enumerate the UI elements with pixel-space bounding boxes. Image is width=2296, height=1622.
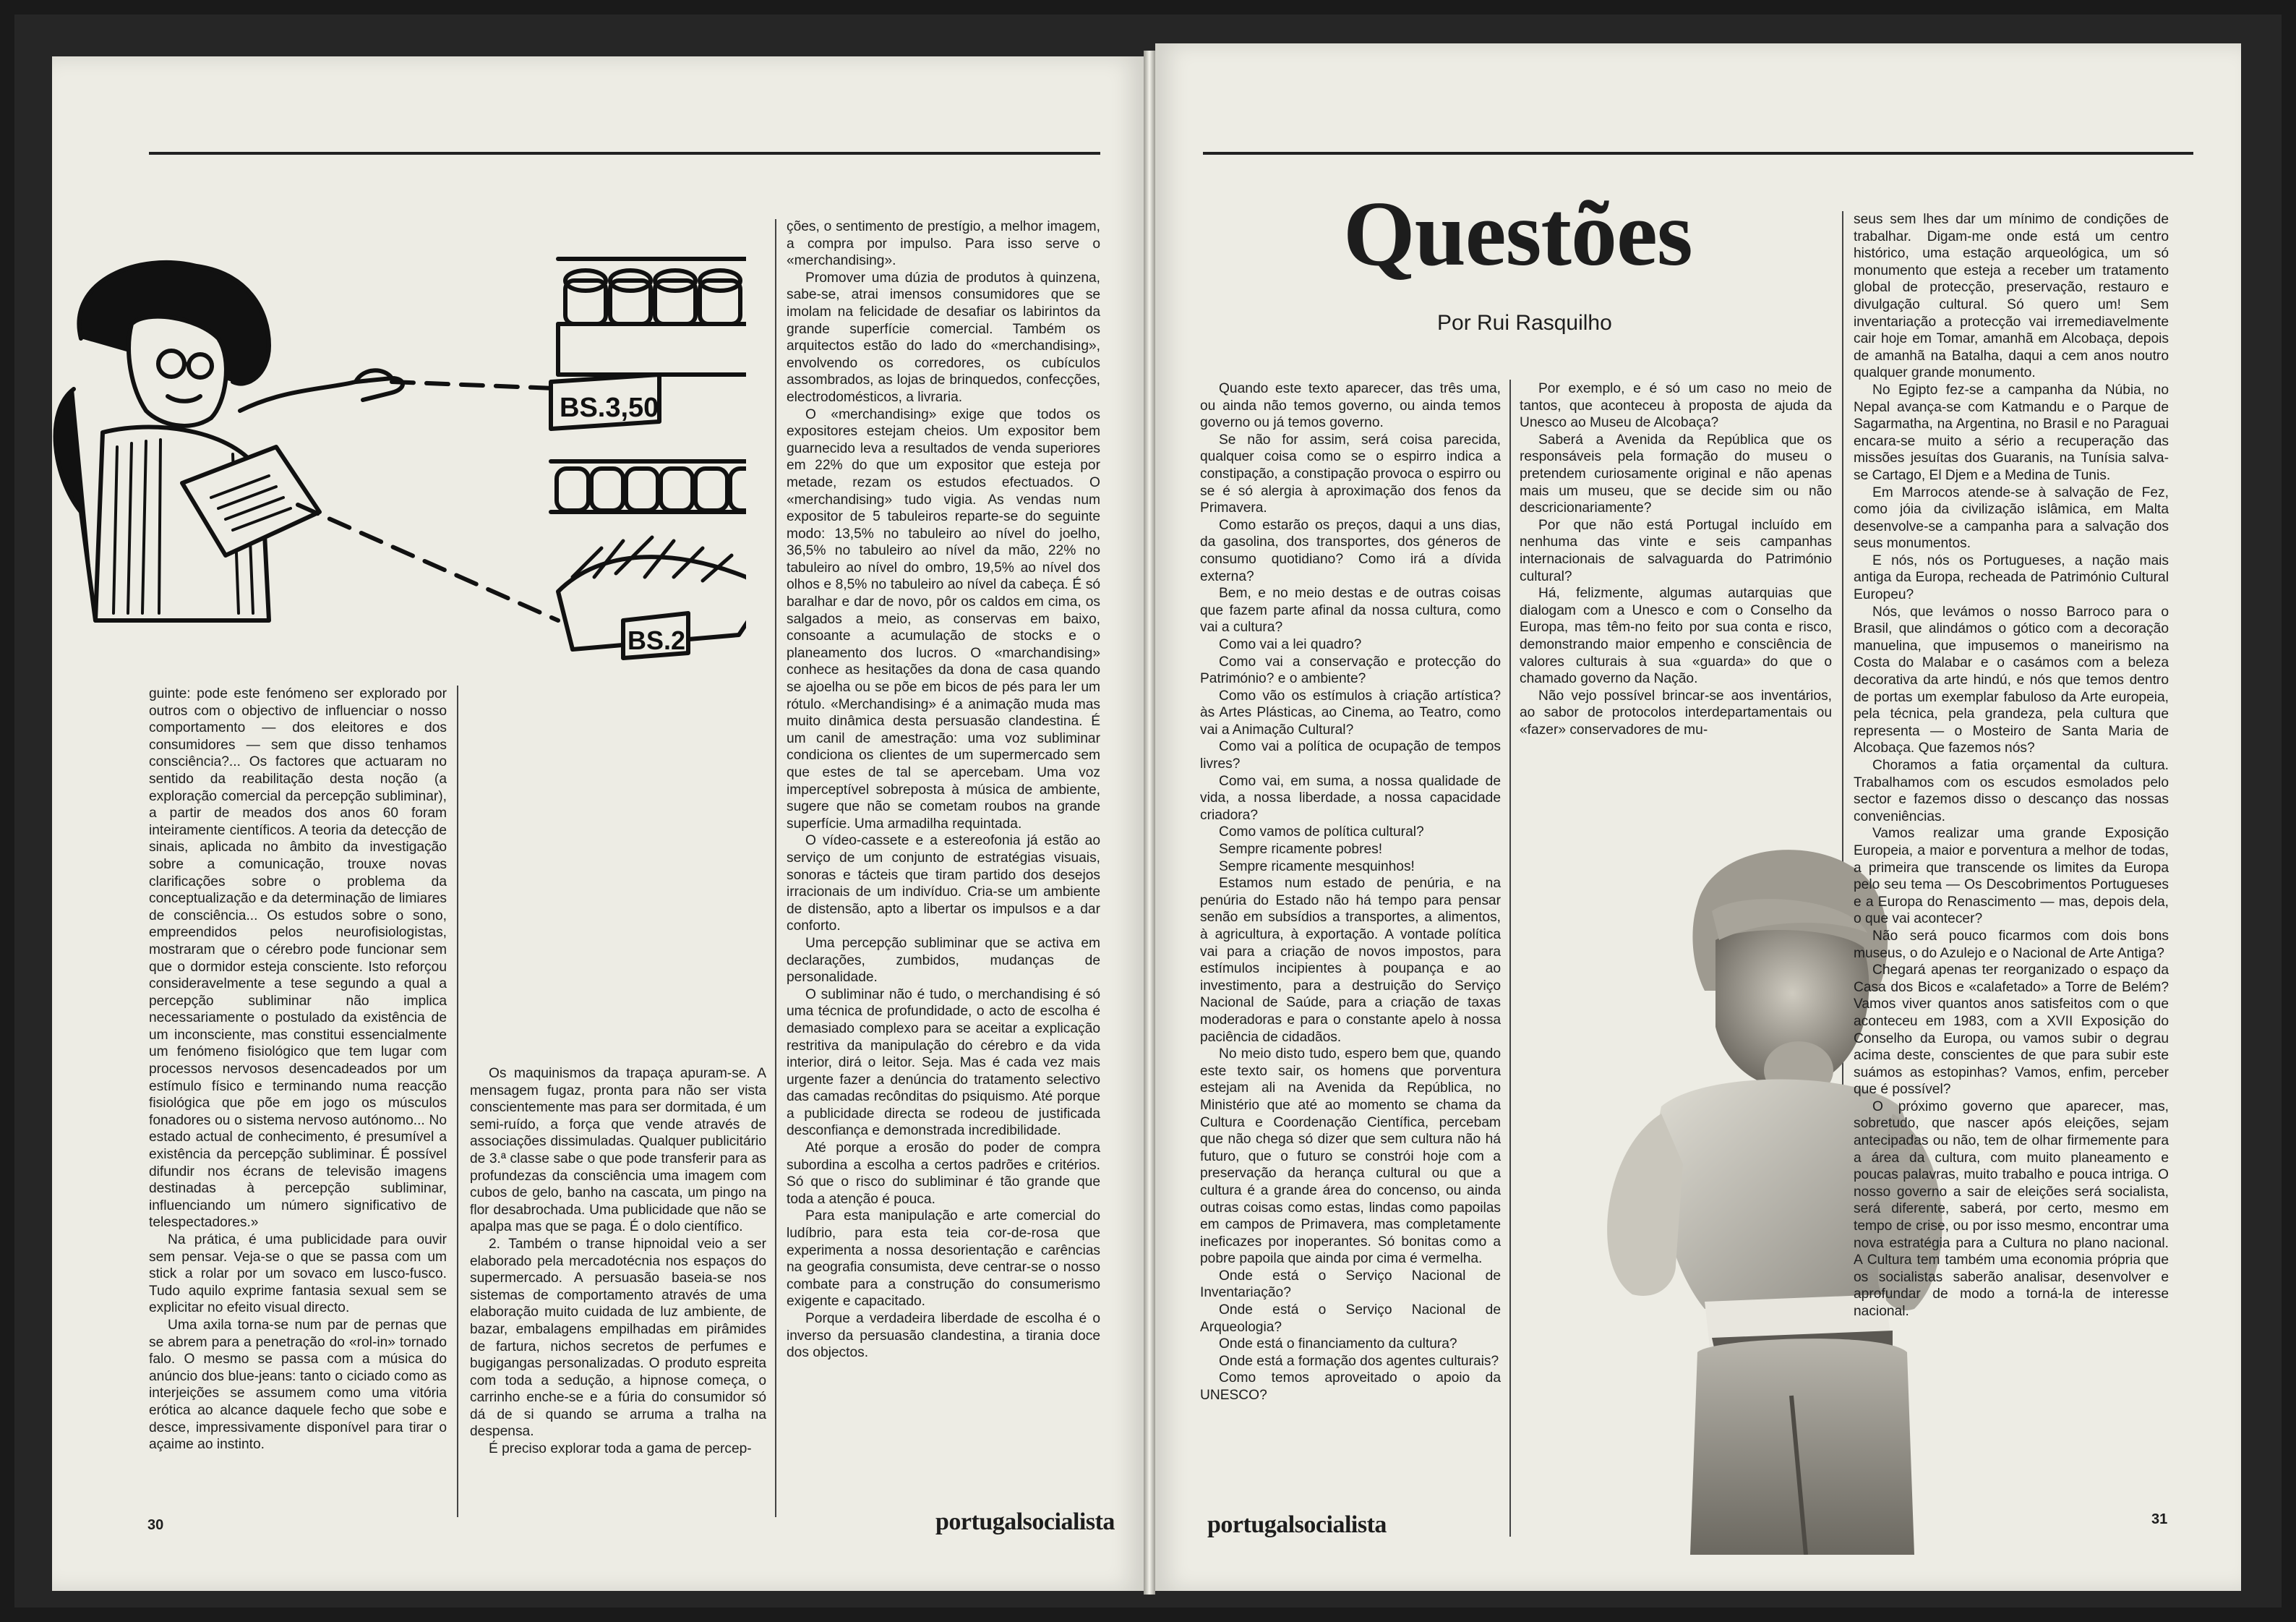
- paragraph: Sempre ricamente mesquinhos!: [1219, 858, 1415, 874]
- paragraph: No meio disto tudo, espero bem que, quando este texto sair, os homens que porventura estejam ali na Avenida da República, no Ministério que até ao momento se chama da Cultura e Coordenação Científica, percebam que não chega só dizer que sem cultura não há futuro, que o futuro se constrói hoje com a preservação da herança cultural ou que a cultura é a grande área do concenso, ou ainda outras coisas como estas, lindas como papoilas em campos de Primavera, mas completamente ineficazes por inoperantes. Só bonitas como a pobre papoila que ainda por cima é vermelha.: [1200, 1046, 1501, 1267]
- right-page: [1155, 43, 2241, 1591]
- paragraph: Onde está o financiamento da cultura?: [1219, 1336, 1457, 1352]
- paragraph: 2. Também o transe hipnoidal veio a ser elaborado pela mercadotécnia nos espaços do supermercado. A persuasão baseia-se nos sistemas de comportamento através de uma elaboração muito cuidada de luz ambiente, de bazar, embalagens empilhadas em pirâmides de fartura, nichos secretos de perfumes e bugigangas personalizadas. O produto espreita com toda a sedução, a hipnose começa, o carrinho enche-se e a fúria do consumidor só dá de si quando se arruma a tralha na despensa.: [470, 1236, 766, 1440]
- paragraph: Como estarão os preços, daqui a uns dias, da gasolina, dos transportes, dos géneros de consumo quotidiano? Como irá a dívida externa?: [1200, 517, 1501, 584]
- column-divider: [457, 686, 458, 1517]
- magazine-logo: portugalsocialista: [1207, 1511, 1387, 1538]
- right-col-3: [1854, 211, 2169, 1320]
- paragraph: Na prática, é uma publicidade para ouvir sem pensar. Veja-se o que se passa com um stick a rolar por um sovaco em lusco-fusco. Tudo aquilo exprime fantasia sexual sem se explicitar no efeito visual directo.: [149, 1232, 447, 1316]
- paragraph: O «merchandising» exige que todos os expositores estejam cheios. Um expositor bem guarnecido leva a resultados de venda superiores em 22% do que um expositor que esteja por metade, rezam os estudos efectuados. O «merchandising» tudo vigia. As vendas num expositor de 5 tabuleiros reparte-se do seguinte modo: 13,5% no tabuleiro ao nível do joelho, 36,5% no tabuleiro ao nível da mão, 22% no tabuleiro ao nível do ombro, 19,5% ao nível dos olhos e 8,5% no tabuleiro ao nível da cabeça. É só baralhar e dar de novo, pôr os caldos em cima, os salgados a meio, as conservas em baixo, consoante a acumulação de stocks e o planeamento dos lucros. O «marchandising» conhece as hesitações da dona de casa quando se ajoelha ou se põe em bicos de pés para ler um rótulo. «Merchandising» é a animação muda mas muito dinâmica desta persuasão clandestina. É um canil de amestração: uma voz subliminar condiciona os clientes de um supermercado sem que estes de tal se apercebam. Uma voz imperceptível sobreposta à música de ambiente, sugere que não se cometam roubos na grande superfície. Uma armadilha requintada.: [787, 406, 1100, 832]
- paragraph: Como vai a política de ocupação de tempos livres?: [1200, 739, 1501, 772]
- paragraph: Sempre ricamente pobres!: [1219, 842, 1383, 858]
- paragraph: Como vai a conservação e protecção do Património? e o ambiente?: [1200, 654, 1501, 687]
- merchandising-illustration: [52, 172, 746, 722]
- paragraph: Os maquinismos da trapaça apuram-se. A mensagem fugaz, pronta para não ser vista conscientemente mas para ser dormitada, é um semi-ruído, a força que vende através de associações dissimuladas. Qualquer publicitário de 3.ª classe sabe o que pode transferir para as profundezas da consciência uma imagem com cubos de gelo, banho na cascata, um pingo na flor desabrochada. Uma publicidade que não se apalpa mas que se paga. É o dolo científico.: [470, 1066, 766, 1235]
- paragraph: Não vejo possível brincar-se aos inventários, ao sabor de protocolos interdepartamentais ou «fazer» conservadores de mu-: [1520, 688, 1832, 738]
- left-col-1: [149, 686, 447, 1454]
- paragraph: Não será pouco ficarmos com dois bons museus, o do Azulejo e o Nacional de Arte Antiga?: [1854, 928, 2169, 961]
- paragraph: Por que não está Portugal incluído em nenhuma das vinte e seis campanhas internacionais de salvaguarda do Património cultural?: [1520, 517, 1832, 584]
- magazine-logo: portugalsocialista: [935, 1508, 1115, 1535]
- page-gutter: [1144, 51, 1155, 1595]
- paragraph: Onde está o Serviço Nacional de Inventariação?: [1200, 1268, 1501, 1301]
- top-rule: [1203, 152, 2193, 155]
- paragraph: seus sem lhes dar um mínimo de condições de trabalhar. Digam-me onde está um centro histórico, uma estação arqueológica, um só monumento que esteja a receber um tratamento global de protecção, preservação, restauro e divulgação cultural. Só quero um! Sem inventariação a protecção vai irremediavelmente cair hoje em Tomar, amanhã em Alcobaça, depois de amanhã na Batalha, daqui a cem anos noutro qualquer grande monumento.: [1854, 212, 2169, 381]
- right-col-2: [1520, 380, 1832, 738]
- paragraph: Para esta manipulação e arte comercial do ludíbrio, para esta teia cor-de-rosa que experimenta a nossa desorientação e carências na geografia consumista, deve centrar-se o nosso combate para a construção do consumerismo exigente e capacitado.: [787, 1208, 1100, 1310]
- paragraph: Onde está a formação dos agentes culturais?: [1219, 1353, 1499, 1369]
- paragraph: No Egipto fez-se a campanha da Núbia, no Nepal avança-se com Katmandu e o Parque de Sagarmatha, na Argentina, no Brasil e no Paraguai encara-se muito a sério a recuperação das missões jesuítas dos Guaranis, na Tunísia salva-se Cartago, El Djem e a Medina de Tunis.: [1854, 382, 2169, 483]
- paragraph: Se não for assim, será coisa parecida, qualquer coisa como se o espirro indica a constipação, a constipação provoca o espirro ou se é só alergia à aproximação dos fenos da Primavera.: [1200, 432, 1501, 516]
- page-number: 30: [147, 1517, 164, 1533]
- paragraph: Saberá a Avenida da República que os responsáveis pela formação do museu o pretendem curiosamente original e não apenas mais um museu, que se decide sim ou não descricionariamente?: [1520, 432, 1832, 516]
- paragraph: Vamos realizar uma grande Exposição Europeia, a maior e porventura a melhor de todas, a primeira que transcende os limites da Europa pelo seu tema — Os Descobrimentos Portugueses e a Europa do Renascimento — mas, depois dela, o que vai acontecer?: [1854, 826, 2169, 927]
- paragraph: Como vamos de política cultural?: [1219, 824, 1424, 840]
- paragraph: Estamos num estado de penúria, e na penúria do Estado não há tempo para pensar senão em subsídios a transportes, a alimentos, à agricultura, à exportação. A vontade política vai para a criação de novos impostos, para estímulos incipientes à poupança e ao investimento, para a destruição do Serviço Nacional de Saúde, para a criação de taxas moderadoras e para o constante apelo à nossa paciência de cidadãos.: [1200, 876, 1501, 1045]
- paragraph: Choramos a fatia orçamental da cultura. Trabalhamos com os escudos esmolados pelo sector e fazemos disso o descanço das nossas conveniências.: [1854, 758, 2169, 824]
- paragraph: Porque a verdadeira liberdade de escolha é o inverso da persuasão clandestina, a tirania doce dos objectos.: [787, 1311, 1100, 1361]
- paragraph: Como vai a lei quadro?: [1219, 636, 1362, 652]
- article-byline: Por Rui Rasquilho: [1437, 311, 1612, 335]
- left-page: [52, 56, 1144, 1591]
- paragraph: Uma axila torna-se num par de pernas que se abrem para a penetração do «rol-in» tornado falo. O mesmo se passa com a música do anúncio dos blue-jeans: tanto o ciciado como as interjeições se assumem como uma vitória erótica ao alcance daquele fecho que sobe e desce, impressivamente disponível para tirar o açaime ao instinto.: [149, 1317, 447, 1453]
- column-divider: [775, 219, 776, 1517]
- paragraph: Onde está o Serviço Nacional de Arqueologia?: [1200, 1302, 1501, 1335]
- paragraph: Promover uma dúzia de produtos à quinzena, sabe-se, atrai imensos consumidores que se imolam na felicidade de desafiar os labirintos da grande superfície comercial. Também os arquitectos estão do lado do «merchandising», envolvendo os corredores, os cubículos assombrados, as lojas de brinquedos, confecções, electrodomésticos, a livraria.: [787, 270, 1100, 405]
- paragraph: Nós, que levámos o nosso Barroco para o Brasil, que alindámos o gótico com a decoração manuelina, que impusemos o maneirismo na Costa do Malabar e o casámos com a beleza decorativa da arte hindú, e nós que temos dentro de portas um exemplar fabuloso da Arte europeia, pela técnica, pela grandeza, pela cultura que representa — o Mosteiro de Santa Maria de Alcobaça. Que fazemos nós?: [1854, 604, 2169, 756]
- paragraph: Há, felizmente, algumas autarquias que dialogam com a Unesco e com o Conselho da Europa, mas têm-no feito por sua conta e risco, demonstrando maior empenho e consciência de valores culturais à sua «guarda» do que o chamado governo da Nação.: [1520, 586, 1832, 687]
- price-tag-top: BS.3,50: [560, 393, 659, 423]
- paragraph: Como vai, em suma, a nossa qualidade de vida, a nossa liberdade, a nossa capacidade criadora?: [1200, 773, 1501, 823]
- top-rule: [149, 152, 1100, 155]
- paragraph: O próximo governo que aparecer, mas, sobretudo, que nascer após eleições, sejam antecipadas ou não, tem de olhar firmemente para a área da cultura, com muito planeamento e poucas palavras, muito trabalho e pouca intriga. O nosso governo a sair de eleições será socialista, será diferente, saberá, por certo, mesmo em tempo de crise, ou por isso mesmo, encontrar uma nova estratégia para a Cultura no plano nacional. A Cultura tem também uma economia própria que os socialistas saberão analisar, desenvolver e aprofundar de modo a torná-la de interesse nacional.: [1854, 1098, 2169, 1319]
- left-col-2: [470, 1065, 766, 1458]
- paragraph: E nós, nós os Portugueses, a nação mais antiga da Europa, recheada de Património Cultural Europeu?: [1854, 552, 2169, 603]
- paragraph: Até porque a erosão do poder de compra subordina a escolha a certos padrões e critérios. Só que o risco do subliminar é tão grande que toda a atenção é pouca.: [787, 1140, 1100, 1207]
- paragraph: Como temos aproveitado o apoio da UNESCO?: [1200, 1370, 1501, 1404]
- paragraph: Em Marrocos atende-se à salvação de Fez, como jóia da civilização islâmica, em Malta desenvolve-se a campanha para a salvação dos seus monumentos.: [1854, 485, 2169, 552]
- article-title: Questões: [1343, 182, 1692, 285]
- page-number: 31: [2151, 1511, 2168, 1527]
- paragraph: ções, o sentimento de prestígio, a melhor imagem, a compra por impulso. Para isso serve o «merchandising».: [787, 219, 1100, 269]
- paragraph: O subliminar não é tudo, o merchandising é só uma técnica de profundidade, o acto de escolha é demasiado complexo para se aceitar a explicação restritiva da manipulação do cérebro e da vida interior, dirá o leitor. Seja. Mas é cada vez mais urgente fazer a denúncia do tratamento selectivo das camadas recônditas do psiquismo. Até porque a publicidade directa se rodeou de justificada desconfiança e demonstrada incredibilidade.: [787, 986, 1100, 1139]
- paragraph: Como vão os estímulos à criação artística? às Artes Plásticas, ao Cinema, ao Teatro, como vai a Animação Cultural?: [1200, 688, 1501, 738]
- right-col-1: [1200, 380, 1501, 1404]
- price-tag-bottom: BS.2: [627, 626, 686, 655]
- left-col-3: [787, 218, 1100, 1362]
- paragraph: Uma percepção subliminar que se activa em declarações, zumbidos, mudanças de personalidade.: [787, 935, 1100, 986]
- paragraph: É preciso explorar toda a gama de percep-: [489, 1441, 752, 1457]
- column-divider: [1509, 380, 1511, 1537]
- paragraph: Bem, e no meio destas e de outras coisas que fazem parte afinal da nossa cultura, como vai a cultura?: [1200, 586, 1501, 636]
- paragraph: Chegará apenas ter reorganizado o espaço da Casa dos Bicos e «calafetado» a Torre de Belém? Vamos viver quantos anos satisfeitos com o que aconteceu em 1983, com a XVII Exposição do Conselho da Europa, ou vamos subir o degrau acima deste, conscientes de que para subir este suámos as estopinhas? Vamos, enfim, perceber que é possível?: [1854, 962, 2169, 1098]
- paragraph: guinte: pode este fenómeno ser explorado por outros com o objectivo de influenciar o nosso comportamento — dos eleitores e dos consumidores — sem que disso tenhamos consciência?... Os factores que actuaram no sentido da reabilitação desta noção (a exploração comercial da percepção subliminar), a partir de meados dos anos 60 foram inteiramente científicos. A teoria da detecção de sinais, aplicada no âmbito da investigação sobre a comunicação, trouxe novas clarificações sobre o problema da conceptualização e da determinação de limiares de consciência... Os estudos sobre o sono, empreendidos pelos neurofisiologistas, mostraram que o cérebro pode funcionar sem que o dormidor esteja consciente. Isto reforçou consideravelmente a tese segundo a qual a percepção subliminar não implica necessariamente o postulado da existência de um inconsciente, mas constitui essencialmente um fenómeno fisiológico que tem lugar com processos nervosos desencadeados por um estímulo físico e terminando numa reacção fisiológica que põe em jogo os músculos fonadores ou o sistema nervoso autónomo... No estado actual de conhecimento, é presumível a existência da percepção subliminar. É possível difundir nos écrans de televisão imagens destinadas à percepção subliminar, influenciando um número significativo de telespectadores.»: [149, 686, 447, 1231]
- paragraph: O vídeo-cassete e a estereofonia já estão ao serviço de um conjunto de estratégias visuais, sonoras e tácteis que tiram partido dos desejos irracionais de um indivíduo. Cria-se um ambiente de distensão, apto a libertar os impulsos e a dar conforto.: [787, 833, 1100, 934]
- paragraph: Por exemplo, e é só um caso no meio de tantos, que aconteceu à proposta de ajuda da Unesco ao Museu de Alcobaça?: [1520, 381, 1832, 431]
- paragraph: Quando este texto aparecer, das três uma, ou ainda não temos governo, ou ainda temos governo ou já temos governo.: [1200, 381, 1501, 431]
